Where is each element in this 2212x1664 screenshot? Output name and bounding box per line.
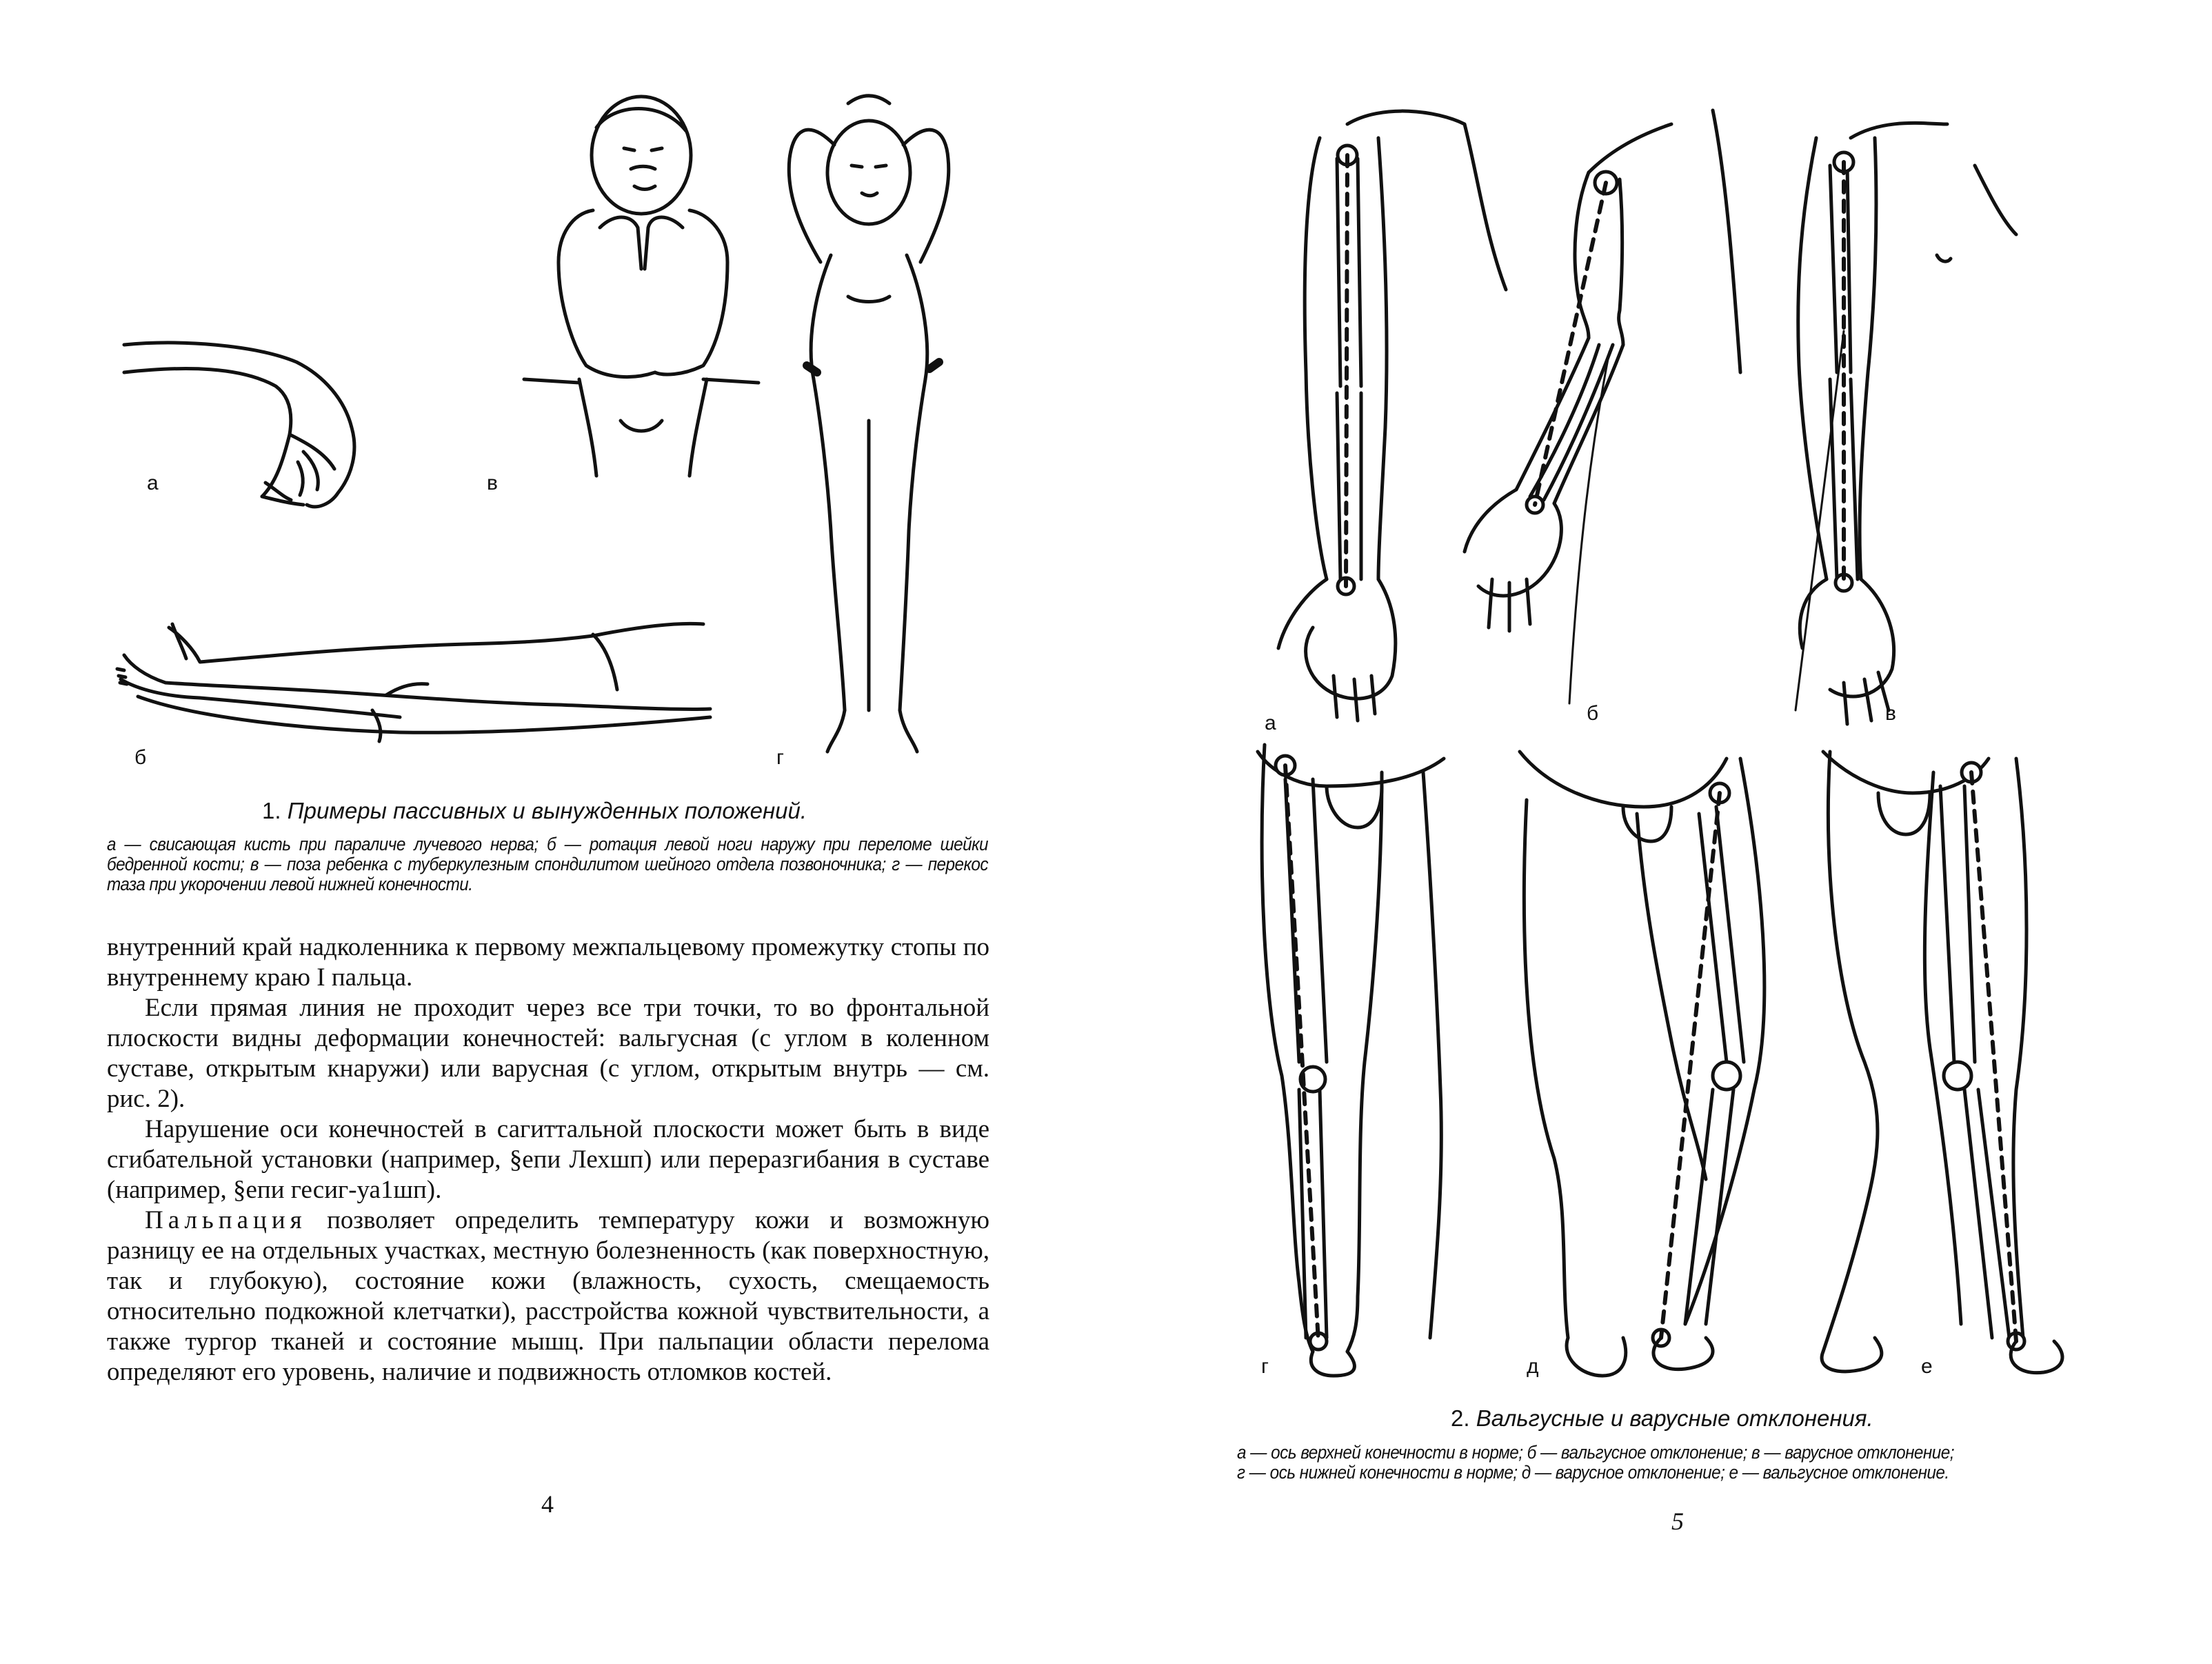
body-paragraph-4 <box>107 1205 989 1387</box>
figure2-caption-line-2: г — ось нижней конечности в норме; д — варусное отклонение; е — вальгусное отклонение. <box>1237 1462 1949 1483</box>
body-paragraph-2: Если прямая линия не проходит через все три точки, то во фронтальной плоскости видны деформации конечностей: вальгусная (с углом в коленном суставе, открытым кнаружи) или варусная (с углом, открытым внутрь — см. рис. 2). <box>107 994 989 1113</box>
figure1-v-seated-boy <box>510 90 765 483</box>
right-page <box>1106 0 2212 1664</box>
figure2-c-varus-arm <box>1727 97 2016 717</box>
figure2-letter-g: г <box>1261 1355 1269 1378</box>
figure2-caption-line-1: а — ось верхней конечности в норме; б — вальгусное отклонение; в — варусное отклонение; <box>1237 1442 1954 1463</box>
figure1-letter-a: а <box>147 472 159 494</box>
figure1-letter-v: в <box>487 472 498 494</box>
figure2-letter-a: а <box>1265 712 1276 734</box>
figure2-letter-d: д <box>1527 1355 1539 1378</box>
figure2-g-normal-leg <box>1244 731 1506 1379</box>
body-text <box>107 932 989 1387</box>
figure2-e-valgus-leg <box>1809 731 2071 1379</box>
figure2-b-valgus-arm <box>1451 97 1768 717</box>
figure2-d-varus-leg <box>1506 731 1796 1379</box>
figure1-g-standing-boy <box>765 90 972 765</box>
page-number-right: 5 <box>1671 1507 1684 1535</box>
figure1-caption-title <box>262 798 807 824</box>
figure2-letter-v: в <box>1885 702 1896 725</box>
palpation-term: Пальпация <box>145 1206 307 1234</box>
page-number-left: 4 <box>541 1490 554 1518</box>
figure2-caption-title-text: Вальгусные и варусные отклонения. <box>1476 1405 1873 1431</box>
figure2-letter-b: б <box>1587 702 1599 725</box>
palpation-text: позволяет определить температуру кожи и возможную разницу ее на отдельных участках, местную болезненность (как поверхностную, так и глубокую), состояние кожи (влажность, сухость, смещаемость относительно подкожной клетчатки), расстройства кожной чувствительности, а также тургор тканей и состояние мышц. При пальпации области перелома определяют его уровень, наличие и подвижность отломков костей. <box>107 1206 989 1386</box>
figure1-b-lying-figure <box>110 607 738 752</box>
figure1-caption-body: а — свисающая кисть при параличе лучевого нерва; б — ротация левой ноги наружу при переломе шейки бедренной кости; в — поза ребенка с туберкулезным спондилитом шейного отдела позвоночника; г — перекос таза при укорочении левой нижней конечности. <box>107 834 988 894</box>
figure2-caption-number: 2. <box>1451 1405 1470 1431</box>
figure1-letter-b: б <box>134 746 147 769</box>
figure1-caption-number: 1. <box>262 798 281 823</box>
figure1-caption-title-text: Примеры пассивных и вынужденных положений. <box>287 798 807 823</box>
figure2-caption-title <box>1451 1405 1873 1432</box>
figure1-letter-g: г <box>776 746 784 769</box>
body-paragraph-1: внутренний край надколенника к первому межпальцевому промежутку стопы по внутреннему краю I пальца. <box>107 933 989 992</box>
body-paragraph-3: Нарушение оси конечностей в сагиттальной плоскости может быть в виде сгибательной установки (например, §епи Лехшп) или переразгибания в суставе (например, §епи гесиг-уа1шп). <box>107 1115 989 1204</box>
figure2-letter-e: е <box>1921 1355 1933 1378</box>
